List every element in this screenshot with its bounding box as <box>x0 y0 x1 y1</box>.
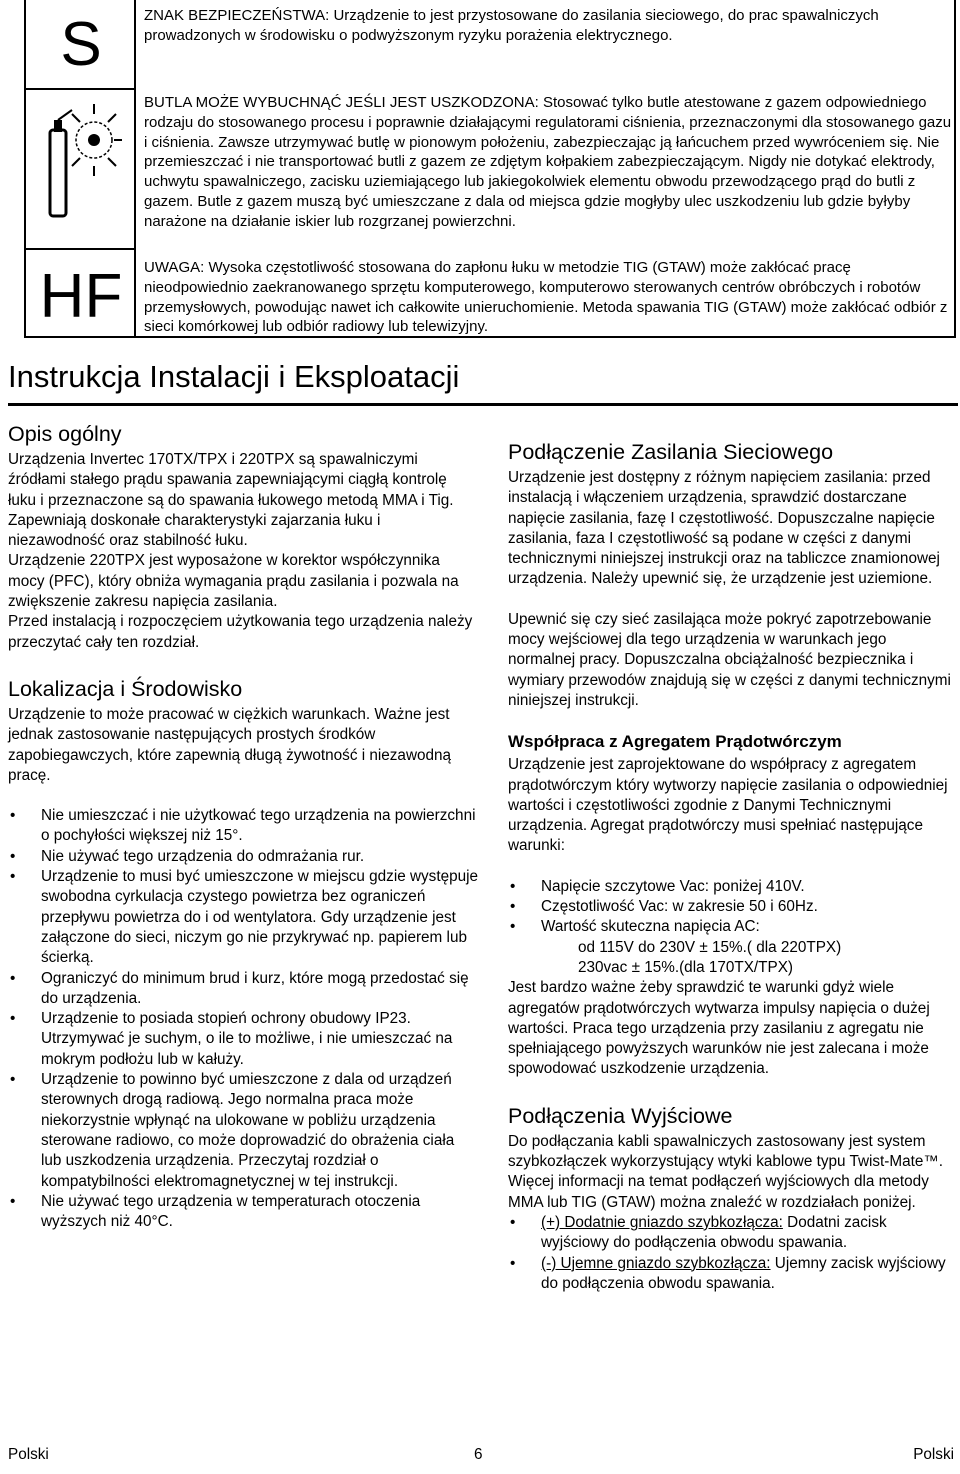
generator-bullet-list <box>508 877 954 938</box>
page-number: 6 <box>474 1446 483 1463</box>
power-paragraph: Urządzenie jest dostępny z różnym napięciem zasilania: przed instalacją i włączeniem urządzenia, sprawdzić dostarczane napięcie zasilania, fazę I częstotliwość. Dopuszczalne napięcie zasilania, faza I częstotliwość są podane w części z danymi technicznymi niniejszej instrukcji oraz na tabliczce znamionowej urządzenia. Należy upewnić się, że urządzenie jest uziemione. <box>508 469 940 588</box>
right-column <box>508 438 954 1294</box>
positive-socket-label: (+) Dodatnie gniazdo szybkozłącza: <box>541 1213 783 1231</box>
generator-heading: Współpraca z Agregatem Prądotwórczym <box>508 732 842 752</box>
output-bullet-list <box>508 1213 954 1294</box>
list-item: • Ograniczyć do minimum brud i kurz, które mogą przedostać się do urządzenia. <box>8 969 478 1010</box>
positive-socket-text: Dodatni zacisk wyjściowy do podłączenia obwodu spawania. <box>541 1213 887 1252</box>
negative-socket-text: Ujemny zacisk wyjściowy do podłączenia obwodu spawania. <box>541 1254 946 1292</box>
location-heading: Lokalizacja i Środowisko <box>8 676 243 701</box>
symbol-s: S <box>60 10 102 79</box>
footer-language-right: Polski <box>913 1446 954 1463</box>
list-item: • Urządzenie to musi być umieszczone w miejscu gdzie występuje swobodna cyrkulacja czystego powietrza bez ograniczeń przepływu powietrza do i od wentylatora. Gdy urządzenie jest załączone do sieci, niczym go nie przykrywać np. papierem lub ścierką. <box>8 867 478 968</box>
warning-symbols-column <box>26 0 136 336</box>
list-item: • Urządzenie to powinno być umieszczone z dala od urządzeń sterownych drogą radiową. Jego normalna praca może niekorzystnie wpłynąć na ulokowane w pobliżu urządzenia sterowane radiowo, co może doprowadzić do obrażenia ciała lub uszkodzenia urządzenia. Przeczytaj rozdział o kompatybilności elektromagnetycznej w tej instrukcji. <box>8 1070 478 1192</box>
location-bullet-list <box>8 806 478 1232</box>
general-paragraph: Urządzenie 220TPX jest wyposażone w korektor współczynnika mocy (PFC), który obniża wymagania prądu zasilania i pozwala na zwiększenie zakresu napięcia zasilania. <box>8 552 459 611</box>
page-title: Instrukcja Instalacji i Eksploatacji <box>8 359 460 394</box>
safety-warnings-table <box>24 0 956 338</box>
gas-cylinder-explosion-icon <box>42 100 122 220</box>
list-item <box>508 1213 954 1254</box>
divider <box>26 248 136 250</box>
location-paragraph: Urządzenie to może pracować w ciężkich warunkach. Ważne jest jednak zastosowanie następujących prostych środków zapobiegawczych, które zapewnią długą żywotność i niezawodną pracę. <box>8 705 452 784</box>
general-paragraph: Urządzenia Invertec 170TX/TPX i 220TPX są spawalniczymi źródłami stałego prądu spawania zapewniającymi ciągłą kontrolę łuku i przeznaczone są do spawania łukowego metodą MMA i Tig. Zapewniają doskonałe charakterystyki zajarzania łuku i niezawodność oraz stabilność łuku. <box>8 451 454 550</box>
power-paragraph: Upewnić się czy sieć zasilająca może pokryć zapotrzebowanie mocy wejściowej dla tego urządzenia w warunkach jego normalnej pracy. Dopuszczalna obciążalność bezpiecznika i wymiary przewodów znajdują się w części z danymi technicznymi niniejszej instrukcji. <box>508 610 951 709</box>
power-connection-heading: Podłączenie Zasilania Sieciowego <box>508 440 834 464</box>
warning-safety-mark: ZNAK BEZPIECZEŃSTWA: Urządzenie to jest przystosowane do zasilania sieciowego, do prac spawalniczych prowadzonych w środowisku o podwyższonym ryzyku porażenia elektrycznego. <box>144 7 879 44</box>
list-item: • Napięcie szczytowe Vac: poniżej 410V. <box>508 877 954 897</box>
voltage-range-line: od 115V do 230V ± 15%.( dla 220TPX) <box>578 938 842 956</box>
divider <box>26 88 136 90</box>
list-item: • Wartość skuteczna napięcia AC: <box>508 917 954 937</box>
warning-gas-cylinder: BUTLA MOŻE WYBUCHNĄĆ JEŚLI JEST USZKODZONA: Stosować tylko butle atestowane z gazem odpowiedniego rodzaju do stosowanego procesu i poprawnie działającymi regulatorami ciśnienia, przeznaczonymi dla stosowanego gazu i ciśnienia. Zawsze utrzymywać butlę w pionowym położeniu, zabezpieczając ją łańcuchem przed wywróceniem się. Nie przemieszczać i nie transportować butli z gazem ze zdjętym kołpakiem zabezpieczającym. Nigdy nie dotykać elektrody, uchwytu spawalniczego, zacisku uziemiającego lub jakiegokolwiek elementu obwodu przewodzącego prąd do butli z gazem. Butle z gazem muszą być umieszczane z dala od miejsca gdzie mogłyby ulec uszkodzeniu lub gdzie byłyby narażone na działanie iskier lub rozgrzanej powierzchni. <box>144 94 952 230</box>
list-item: • Nie używać tego urządzenia w temperaturach otoczenia wyższych niż 40°C. <box>8 1192 478 1233</box>
generator-paragraph: Jest bardzo ważne żeby sprawdzić te warunki gdyż wiele agregatów prądotwórczych wytwarza impulsy napięcia o dużej wartości. Praca tego urządzenia przy zasilaniu z agregatu nie spełniającego powyższych warunków nie jest zalecana i może spowodować uszkodzenie urządzenia. <box>508 979 930 1078</box>
voltage-range-line: 230vac ± 15%.(dla 170TX/TPX) <box>578 958 794 976</box>
output-paragraph: Do podłączania kabli spawalniczych zastosowany jest system szybkozłączek wykorzystujący wtyki kablowe typu Twist-Mate™. Więcej informacji na temat podłączeń wyjściowych dla metody MMA lub TIG (GTAW) można znaleźć w rozdziałach poniżej. <box>508 1132 943 1211</box>
left-column <box>8 420 478 1232</box>
list-item: • Nie używać tego urządzenia do odmrażania rur. <box>8 847 478 867</box>
negative-socket-label: (-) Ujemne gniazdo szybkozłącza: <box>541 1254 771 1272</box>
symbol-hf: HF <box>39 262 123 331</box>
list-item: • Częstotliwość Vac: w zakresie 50 i 60Hz. <box>508 897 954 917</box>
list-item <box>508 1254 954 1295</box>
general-description-heading: Opis ogólny <box>8 422 122 446</box>
general-paragraph: Przed instalacją i rozpoczęciem użytkowania tego urządzenia należy przeczytać cały ten rozdział. <box>8 613 473 651</box>
output-connections-heading: Podłączenia Wyjściowe <box>508 1103 733 1128</box>
list-item: • Urządzenie to posiada stopień ochrony obudowy IP23. Utrzymywać je suchym, o ile to możliwe, i nie umieszczać na mokrym podłożu lub w kałuży. <box>8 1009 478 1070</box>
title-divider <box>8 403 958 406</box>
list-item: • Nie umieszczać i nie użytkować tego urządzenia na powierzchni o pochyłości większej niż 15°. <box>8 806 478 847</box>
footer-language-left: Polski <box>8 1446 49 1463</box>
generator-paragraph: Urządzenie jest zaprojektowane do współpracy z agregatem prądotwórczym który wytworzy napięcie zasilania o odpowiedniej wartości i częstotliwości zgodnie z Danymi Technicznymi urządzenia. Agregat prądotwórczy musi spełniać następujące warunki: <box>508 756 948 855</box>
warning-high-frequency: UWAGA: Wysoka częstotliwość stosowana do zapłonu łuku w metodzie TIG (GTAW) może zakłócać pracę nieodpowiednio zaekranowanego sprzętu komputerowego, komputerowo sterowanych centrów obróbczych i robotów przemysłowych, powodując nawet ich całkowite unieruchomienie. Metoda spawania TIG (GTAW) może zakłócać odbiór z sieci komórkowej lub odbiór radiowy lub telewizyjny. <box>144 259 948 336</box>
